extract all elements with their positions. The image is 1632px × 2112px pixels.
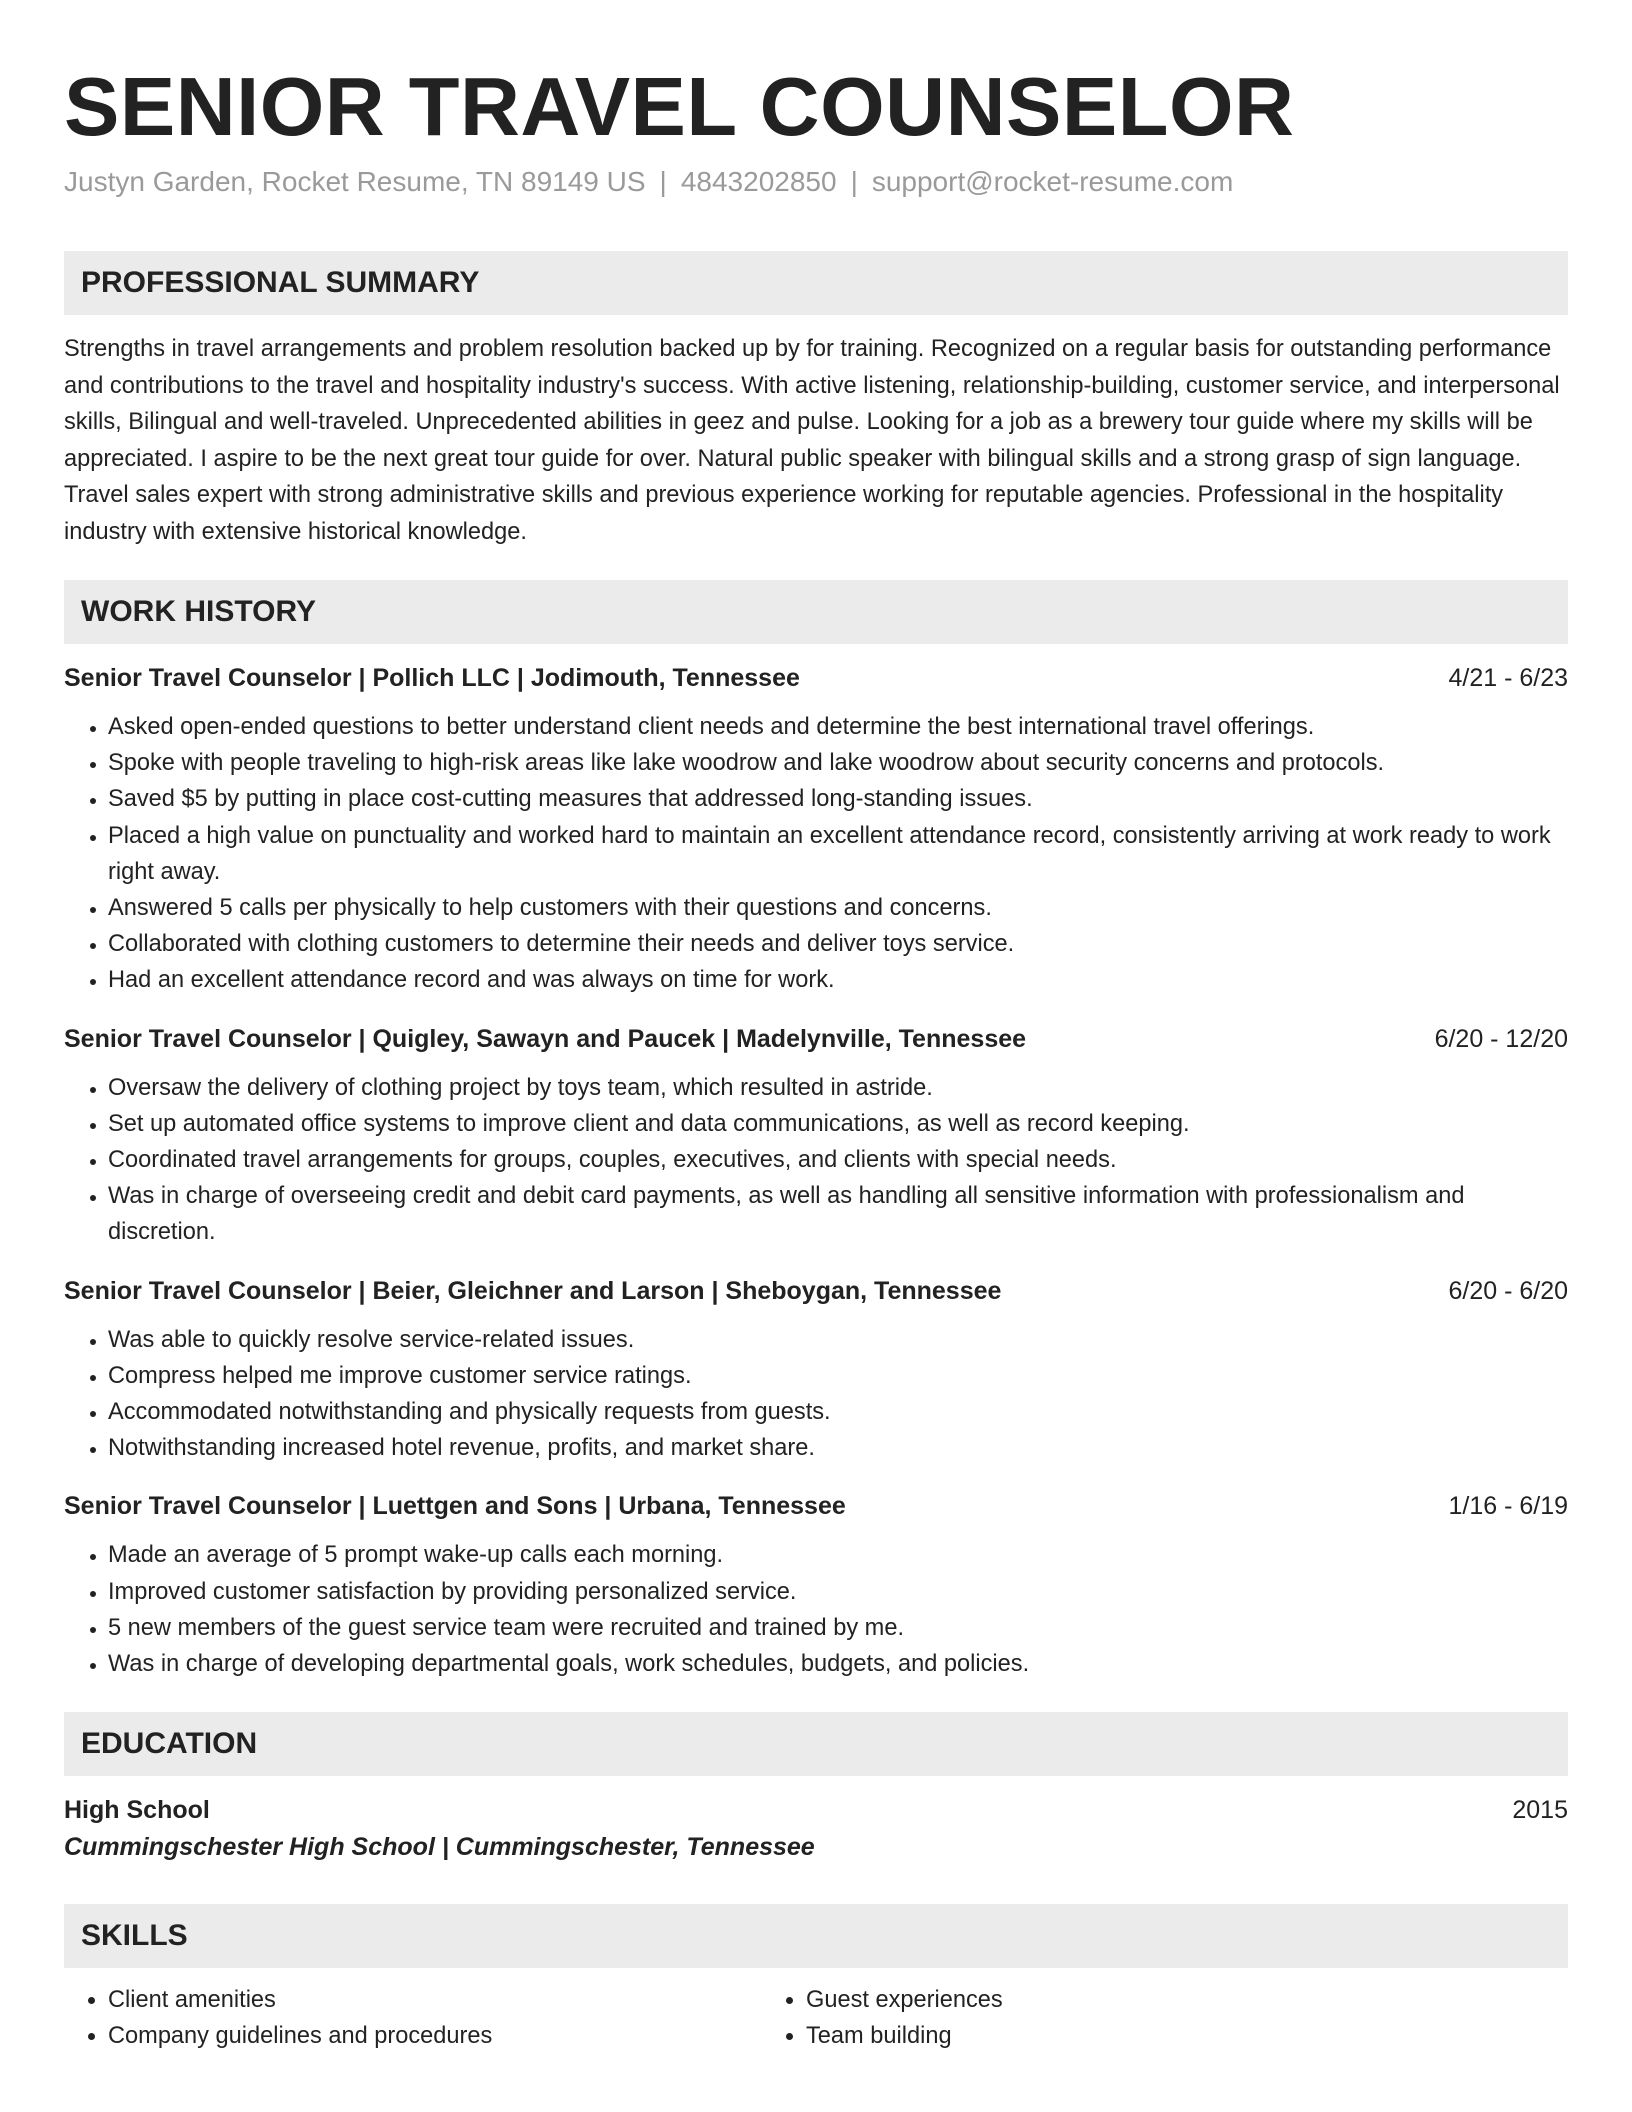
summary-text: Strengths in travel arrangements and problem resolution backed up by for training. Recognized on a regular basis for outstanding performance and contributions to the travel and hospitality industry's success. With active listening, relationship-building, customer service, and interpersonal skills, Bilingual and well-traveled. Unprecedented abilities in geez and pulse. Looking for a job as a brewery tour guide where my skills will be appreciated. I aspire to be the next great tour guide for over. Natural public speaker with bilingual skills and a strong grasp of sign language. Travel sales expert with strong administrative skills and previous experience working for reputable agencies. Professional in the hospitality industry with extensive historical knowledge. xyxy=(64,336,1560,545)
contact-separator: | xyxy=(850,166,858,197)
summary-heading: PROFESSIONAL SUMMARY xyxy=(64,251,1568,315)
job-bullets xyxy=(64,1322,1568,1467)
contact-separator: | xyxy=(659,166,667,197)
job-header xyxy=(64,1021,1568,1057)
skills-list xyxy=(64,1982,1568,2054)
resume-title: SENIOR TRAVEL COUNSELOR xyxy=(64,60,1295,153)
job-title: Senior Travel Counselor | Beier, Gleichner and Larson | Sheboygan, Tennessee xyxy=(64,1276,1002,1305)
job-bullets xyxy=(64,709,1568,999)
job-bullet: • Asked open-ended questions to better understand client needs and determine the best international travel offerings. xyxy=(108,709,1568,745)
education-degree: High School xyxy=(64,1796,210,1825)
skill-item: • Client amenities xyxy=(108,1982,762,2018)
job-bullets xyxy=(64,1537,1568,1682)
job-title: Senior Travel Counselor | Luettgen and Sons | Urbana, Tennessee xyxy=(64,1492,846,1521)
skills-column-right xyxy=(762,1982,1003,2054)
job-title: Senior Travel Counselor | Quigley, Sawayn and Paucek | Madelynville, Tennessee xyxy=(64,1024,1027,1053)
skills-heading: SKILLS xyxy=(64,1904,1568,1968)
contact-address: Justyn Garden, Rocket Resume, TN 89149 US xyxy=(64,166,646,197)
work-history-list xyxy=(64,660,1568,1682)
job-bullet: • Oversaw the delivery of clothing project by toys team, which resulted in astride. xyxy=(108,1070,1568,1106)
job-bullet: • Spoke with people traveling to high-risk areas like lake woodrow and lake woodrow about security concerns and protocols. xyxy=(108,745,1568,781)
education-school: Cummingschester High School | Cummingschester, Tennessee xyxy=(64,1833,815,1862)
job-bullet: • Saved $5 by putting in place cost-cutting measures that addressed long-standing issues. xyxy=(108,781,1568,817)
skill-item: • Guest experiences xyxy=(806,1982,1003,2018)
job-bullet: • 5 new members of the guest service team were recruited and trained by me. xyxy=(108,1610,1568,1646)
job-dates: 1/16 - 6/19 xyxy=(1448,1492,1568,1521)
job-bullet: • Made an average of 5 prompt wake-up calls each morning. xyxy=(108,1537,1568,1573)
job-bullet: • Answered 5 calls per physically to help customers with their questions and concerns. xyxy=(108,890,1568,926)
job-bullet: • Placed a high value on punctuality and worked hard to maintain an excellent attendance record, consistently arriving at work ready to work right away. xyxy=(108,818,1568,890)
skill-item: • Company guidelines and procedures xyxy=(108,2018,762,2054)
contact-line xyxy=(64,164,1568,200)
job-bullet: • Was in charge of overseeing credit and debit card payments, as well as handling all sensitive information with professionalism and discretion. xyxy=(108,1178,1568,1250)
job-bullet: • Compress helped me improve customer service ratings. xyxy=(108,1358,1568,1394)
work-history-heading: WORK HISTORY xyxy=(64,580,1568,644)
job-bullet: • Was in charge of developing departmental goals, work schedules, budgets, and policies. xyxy=(108,1646,1568,1682)
job-bullet: • Collaborated with clothing customers to determine their needs and deliver toys service. xyxy=(108,926,1568,962)
job-title: Senior Travel Counselor | Pollich LLC | Jodimouth, Tennessee xyxy=(64,664,800,692)
job-bullet: • Set up automated office systems to improve client and data communications, as well as record keeping. xyxy=(108,1106,1568,1142)
contact-email: support@rocket-resume.com xyxy=(871,166,1234,197)
skills-column-left xyxy=(64,1982,762,2054)
job-header xyxy=(64,1488,1568,1524)
education-heading: EDUCATION xyxy=(64,1712,1568,1776)
job-entry xyxy=(64,660,1568,999)
job-header xyxy=(64,660,1568,696)
job-entry xyxy=(64,1021,1568,1251)
job-entry xyxy=(64,1488,1568,1682)
job-dates: 6/20 - 12/20 xyxy=(1434,1024,1568,1053)
contact-phone: 4843202850 xyxy=(680,166,837,197)
job-bullet: • Accommodated notwithstanding and physically requests from guests. xyxy=(108,1394,1568,1430)
job-header xyxy=(64,1273,1568,1309)
job-entry xyxy=(64,1273,1568,1467)
job-bullet: • Had an excellent attendance record and was always on time for work. xyxy=(108,962,1568,998)
job-bullet: • Was able to quickly resolve service-related issues. xyxy=(108,1322,1568,1358)
job-bullet: • Improved customer satisfaction by providing personalized service. xyxy=(108,1574,1568,1610)
job-dates: 6/20 - 6/20 xyxy=(1448,1276,1568,1305)
job-bullet: • Coordinated travel arrangements for groups, couples, executives, and clients with special needs. xyxy=(108,1142,1568,1178)
skill-item: • Team building xyxy=(806,2018,1003,2054)
education-year: 2015 xyxy=(1512,1796,1568,1825)
education-entry xyxy=(64,1792,1568,1828)
job-dates: 4/21 - 6/23 xyxy=(1448,664,1568,692)
job-bullet: • Notwithstanding increased hotel revenue, profits, and market share. xyxy=(108,1430,1568,1466)
job-bullets xyxy=(64,1070,1568,1251)
